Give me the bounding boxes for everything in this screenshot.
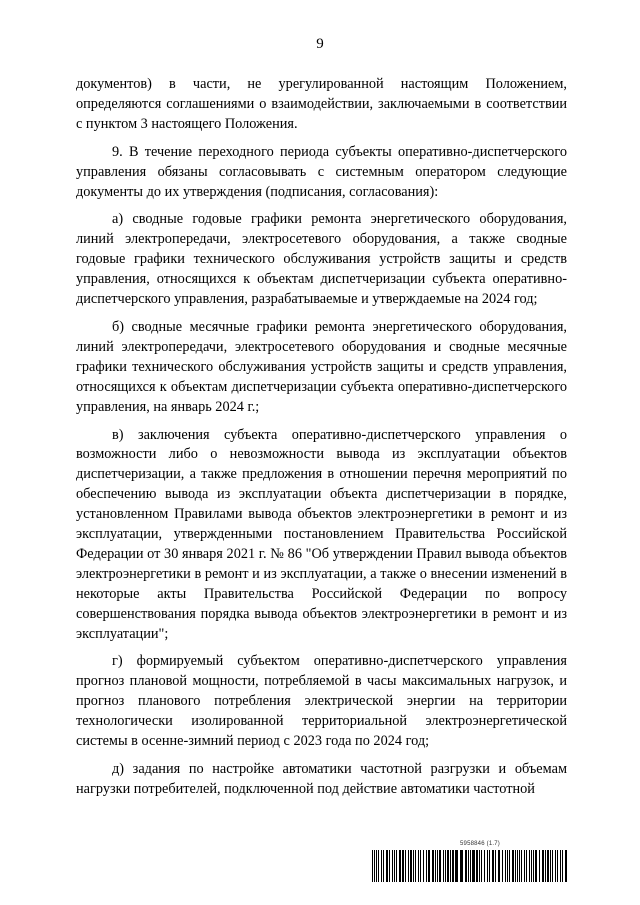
document-body (76, 75, 567, 800)
paragraph-continuation: документов) в части, не урегулированной настоящим Положением, определяются соглашениями о взаимодействии, заключаемыми в соответствии с пунктом 3 настоящего Положения. (76, 76, 567, 132)
paragraph-subitem-a: а) сводные годовые графики ремонта энергетического оборудования, линий электропередачи, электросетевого оборудования, а также сводные годовые графики технического обслуживания устройств защиты и средств управления, относящихся к объектам диспетчеризации субъекта оперативно-диспетчерского управления, разрабатываемые и утверждаемые на 2024 год; (76, 211, 567, 308)
page-number: 9 (316, 36, 324, 52)
document-stamp: 5958846 (1.7) (460, 841, 500, 847)
barcode-icon (372, 850, 568, 882)
paragraph-subitem-b: б) сводные месячные графики ремонта энергетического оборудования, линий электропередачи, электросетевого оборудования и сводные месячные графики технического обслуживания устройств защиты и средств управления, относящихся к объектам диспетчеризации субъекта оперативно-диспетчерского управления, на январь 2024 г.; (76, 318, 567, 415)
paragraph-subitem-v: в) заключения субъекта оперативно-диспетчерского управления о возможности либо о невозможности вывода из эксплуатации объектов диспетчеризации, а также предложения в отношении перечня мероприятий по обеспечению вывода из эксплуатации объекта диспетчеризации в порядке, установленном Правилами вывода объектов электроэнергетики в ремонт и из эксплуатации, утвержденными постановлением Правительства Российской Федерации от 30 января 2021 г. № 86 "Об утверждении Правил вывода объектов электроэнергетики в ремонт и из эксплуатации, а также о внесении изменений в некоторые акты Правительства Российской Федерации по вопросу совершенствования порядка вывода объектов электроэнергетики в ремонт и из эксплуатации"; (76, 426, 567, 642)
paragraph-subitem-g: г) формируемый субъектом оперативно-диспетчерского управления прогноз плановой мощности, потребляемой в часы максимальных нагрузок, и прогноз планового потребления электрической энергии на территории технологически изолированной территориальной электроэнергетической системы в осенне-зимний период с 2023 года по 2024 год; (76, 653, 567, 750)
paragraph-item-9: 9. В течение переходного периода субъекты оперативно-диспетчерского управления обязаны согласовывать с системным оператором следующие документы до их утверждения (подписания, согласования): (76, 143, 567, 200)
paragraph-subitem-d: д) задания по настройке автоматики частотной разгрузки и объемам нагрузки потребителей, подключенной под действие автоматики частотной (76, 761, 567, 797)
